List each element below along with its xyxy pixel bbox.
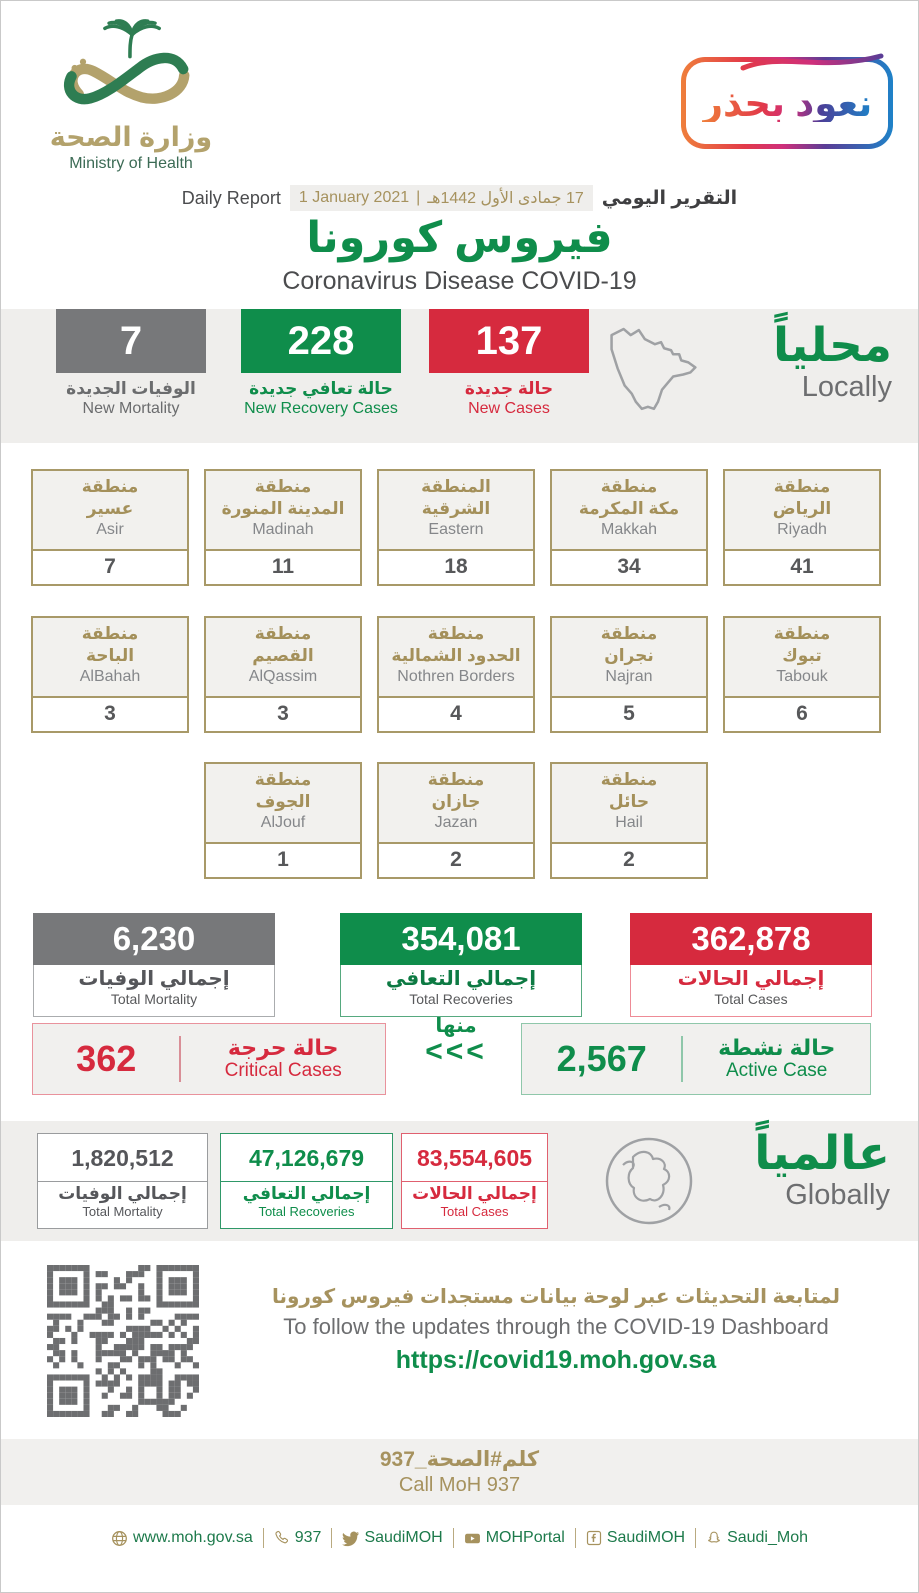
total-recoveries-label-en: Total Recoveries [409,991,513,1007]
global-recoveries-label-en: Total Recoveries [258,1203,355,1219]
region-name-ar: المنطقة الشرقية [421,477,491,519]
stat-new-cases [429,309,589,418]
total-mortality-label-en: Total Mortality [110,991,198,1007]
daily-report-label-ar: التقرير اليومي [601,187,738,209]
saudi-arabia-map-icon [597,323,719,429]
region-value: 4 [450,702,462,725]
snapchat-icon [706,1530,722,1546]
stat-new-mortality [56,309,206,418]
globally-heading [754,1127,890,1212]
region-value: 3 [277,702,289,725]
total-cases-value: 362,878 [630,913,872,965]
report-date-chip [290,185,593,211]
globally-heading-ar: عالمياً [754,1126,890,1179]
region-name-ar: منطقة الرياض [772,477,832,519]
region-name-en: Nothren Borders [397,668,515,686]
new-recovery-label-ar: حالة تعافي جديدة [249,379,393,398]
region-name-en: AlQassim [248,668,318,686]
footer-link-phone[interactable]: 937 [274,1529,322,1547]
region-card-riyadh [723,469,881,586]
dashboard-url-link[interactable]: https://covid19.moh.gov.sa [395,1346,717,1374]
divider [575,1528,576,1548]
active-cases-label-en: Active Case [726,1060,828,1082]
total-recoveries-label-ar: إجمالي التعافي [385,968,537,990]
total-recoveries-box [340,913,582,1017]
footer-link-facebook[interactable]: SaudiMOH [586,1529,685,1547]
region-name-ar: منطقة القصيم [252,624,314,666]
region-name-ar: منطقة نجران [600,624,658,666]
region-name-ar: منطقة الباحة [81,624,139,666]
total-mortality-value: 6,230 [33,913,275,965]
new-mortality-label-ar: الوفيات الجديدة [66,379,196,398]
region-name-ar: منطقة عسير [81,477,139,519]
total-cases-label-en: Total Cases [714,991,788,1007]
region-name-ar: منطقة الجوف [254,770,312,812]
report-date-line [1,185,918,211]
twitter-icon [342,1530,359,1547]
globe-icon [111,1530,128,1547]
global-mortality-label-ar: إجمالي الوفيات [58,1184,187,1203]
footer-contact-bar [1,1528,918,1548]
region-name-ar: منطقة المدينة المنورة [221,477,345,519]
chevrons-icon: <<< [425,1035,487,1068]
new-mortality-value: 7 [56,309,206,373]
total-mortality-box [33,913,275,1017]
new-recovery-value: 228 [241,309,401,373]
of-which-label-ar: منها [435,1015,477,1037]
region-value: 18 [444,555,468,578]
global-recoveries-box [220,1133,393,1229]
divider [179,1036,181,1082]
region-name-ar: منطقة تبوك [773,624,831,666]
global-cases-box [401,1133,548,1229]
footer-link-twitter[interactable]: SaudiMOH [342,1529,442,1547]
critical-cases-box [32,1023,386,1095]
region-name-en: AlBahah [79,668,141,686]
region-card-northern-borders [377,616,535,733]
locally-section [1,309,918,443]
region-name-en: Eastern [428,521,484,539]
total-mortality-label-ar: إجمالي الوفيات [78,968,230,990]
locally-heading-en: Locally [801,370,892,403]
region-card-albahah [31,616,189,733]
new-cases-label-en: New Cases [468,399,550,417]
region-value: 41 [790,555,814,578]
locally-heading [773,319,892,404]
facebook-icon [586,1530,602,1546]
global-recoveries-label-ar: إجمالي التعافي [242,1184,371,1203]
globe-icon [603,1135,695,1227]
region-value: 6 [796,702,808,725]
dashboard-note-ar: لمتابعة التحديثات عبر لوحة بيانات مستجدات فيروس كورونا [271,1286,841,1308]
global-cases-label-en: Total Cases [440,1203,509,1219]
globally-heading-en: Globally [785,1178,890,1211]
call-moh-ar: كلم#الصحة_937 [379,1448,540,1471]
daily-report-label-en: Daily Report [181,187,281,208]
new-recovery-label-en: New Recovery Cases [244,399,398,417]
critical-cases-label-ar: حالة حرجة [227,1034,339,1060]
moh-logo [41,19,221,173]
region-card-makkah [550,469,708,586]
divider [263,1528,264,1548]
region-name-en: Hail [615,814,643,832]
logo-english-name: Ministry of Health [69,155,193,172]
divider [695,1528,696,1548]
new-cases-label-ar: حالة جديدة [464,379,554,398]
region-card-najran [550,616,708,733]
region-name-en: Asir [96,521,124,539]
global-mortality-label-en: Total Mortality [82,1203,163,1219]
active-cases-box [521,1023,871,1095]
critical-cases-label-en: Critical Cases [224,1060,342,1082]
region-value: 5 [623,702,635,725]
region-value: 11 [271,555,295,578]
date-separator: | [416,189,421,206]
globally-section [1,1121,918,1241]
call-moh-en: Call MoH 937 [398,1474,521,1496]
total-cases-label-ar: إجمالي الحالات [677,968,825,990]
footer-link-youtube[interactable]: MOHPortal [464,1529,565,1547]
page-title-en: Coronavirus Disease COVID-19 [282,267,637,295]
youtube-icon [464,1530,481,1547]
total-cases-box [630,913,872,1017]
region-card-madinah [204,469,362,586]
region-value: 1 [277,848,289,871]
region-value: 3 [104,702,116,725]
global-cases-value: 83,554,605 [402,1134,547,1182]
divider [331,1528,332,1548]
active-cases-label-ar: حالة نشطة [718,1034,836,1060]
moh-logo-mark-icon [56,19,206,115]
region-card-tabouk [723,616,881,733]
return-with-caution-badge [681,57,893,149]
footer-link-website[interactable]: www.moh.gov.sa [111,1529,253,1547]
region-card-alqassim [204,616,362,733]
region-name-en: Riyadh [777,521,827,539]
of-which-indicator [401,1013,511,1067]
new-cases-value: 137 [429,309,589,373]
region-name-ar: منطقة حائل [600,770,658,812]
global-cases-label-ar: إجمالي الحالات [412,1184,537,1203]
region-card-aljouf [204,762,362,879]
report-date-hijri: 17 جمادى الأول 1442هـ [427,190,584,207]
qr-code [47,1265,199,1417]
phone-icon [274,1530,290,1546]
total-recoveries-value: 354,081 [340,913,582,965]
region-value: 34 [617,555,641,578]
page-title-ar: فيروس كورونا [306,214,613,262]
report-date-gregorian: 1 January 2021 [298,189,410,206]
global-mortality-box [37,1133,208,1229]
region-name-en: Jazan [434,814,478,832]
critical-cases-value: 362 [76,1038,137,1079]
region-value: 2 [450,848,462,871]
region-name-en: Najran [605,668,653,686]
region-card-jazan [377,762,535,879]
region-name-ar: منطقة الحدود الشمالية [391,624,521,666]
region-card-asir [31,469,189,586]
stat-new-recovery [241,309,401,418]
region-card-eastern [377,469,535,586]
logo-arabic-name: وزارة الصحة [49,122,213,152]
divider [681,1036,683,1082]
divider [453,1528,454,1548]
region-name-ar: منطقة مكة المكرمة [578,477,680,519]
active-cases-value: 2,567 [556,1038,647,1079]
region-name-ar: منطقة جازان [427,770,485,812]
region-name-en: Madinah [252,521,314,539]
badge-text: نعود بحذر [701,82,873,124]
badge-swoosh-icon [737,49,887,73]
global-recoveries-value: 47,126,679 [221,1134,392,1182]
call-moh-section [1,1439,918,1505]
region-name-en: Tabouk [776,668,828,686]
footer-link-snapchat[interactable]: Saudi_Moh [706,1529,808,1547]
region-name-en: Makkah [600,521,658,539]
region-value: 2 [623,848,635,871]
locally-heading-ar: محلياً [773,318,892,371]
dashboard-note-en: To follow the updates through the COVID-19 Dashboard [283,1314,829,1339]
new-mortality-label-en: New Mortality [82,399,180,417]
global-mortality-value: 1,820,512 [38,1134,207,1182]
region-value: 7 [104,555,116,578]
region-name-en: AlJouf [260,814,306,832]
region-card-hail [550,762,708,879]
